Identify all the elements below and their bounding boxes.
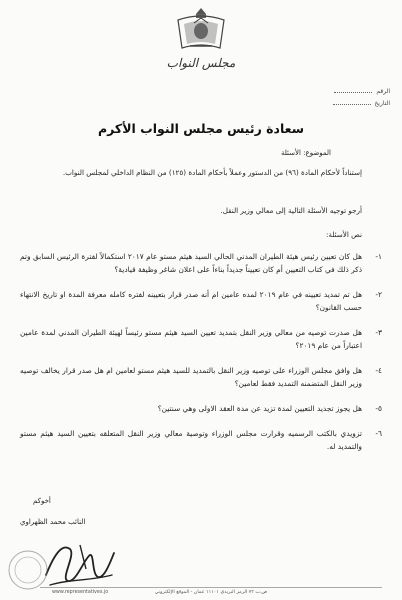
questions-list xyxy=(20,250,382,465)
issuer-name: مجلس النواب xyxy=(166,56,236,70)
subject-line: الموضوع: الأسئلة xyxy=(280,149,331,157)
closing-regards: أخوكم xyxy=(33,497,51,505)
question-item xyxy=(20,288,382,314)
question-item xyxy=(20,326,382,352)
question-text: تزويدي بالكتب الرسميه وقرارت مجلس الوزراء وتوصية معالي وزير النقل المتعلقه بتعيين السيد هيثم مستو والتمديد له. xyxy=(20,429,362,451)
handwritten-signature-icon xyxy=(40,535,120,591)
question-item xyxy=(20,250,382,276)
question-text: هل صدرت توصيه من معالي وزير النقل بتمديد تعيين السيد هيثم مستو رئيساً لهيئة الطيران المدني لمدة عامين اعتباراً من عام ٢٠١٩؟ xyxy=(20,328,362,350)
request-paragraph: أرجو توجيه الأسئلة التالية إلى معالي وزير النقل. xyxy=(220,206,362,215)
question-text: هل كان تعيين رئيس هيئة الطيران المدني الحالي السيد هيثم مستو عام ٢٠١٧ استكمالاً لفترة الرئيس السابق وتم ذكر ذلك في كتاب التعيين أم كان تعييناً جديداً بناءاً على اعلان شاغر وظيفة قيادية؟ xyxy=(20,252,362,274)
question-item xyxy=(20,427,382,453)
intro-paragraph: إستناداً لأحكام المادة (٩٦) من الدستور وعملاً بأحكام المادة (١٢٥) من النظام الداخلي لمجلس النواب. xyxy=(62,168,362,177)
question-number: ٤- xyxy=(375,366,382,375)
questions-heading: نص الأسئلة: xyxy=(325,230,362,239)
question-text: هل وافق مجلس الوزراء على توصيه وزير النقل بالتمديد للسيد هيثم مستو لعامين ام هل صدر قرار يخالف توصيه وزير النقل المتضمنه التمديد فقط لعامين؟ xyxy=(20,366,362,388)
question-number: ٦- xyxy=(375,429,382,438)
question-item xyxy=(20,364,382,390)
question-number: ٥- xyxy=(375,404,382,413)
salutation: سعادة رئيس مجلس النواب الأكرم xyxy=(98,121,304,136)
coat-of-arms-icon xyxy=(170,6,232,52)
date-label: التاريخ xyxy=(374,100,390,107)
reference-label: الرقم xyxy=(376,88,390,95)
reference-number-field xyxy=(334,88,390,95)
footer-website: www.representatives.jo xyxy=(52,590,109,595)
date-field xyxy=(333,100,391,107)
official-stamp-icon xyxy=(6,548,50,592)
question-number: ٣- xyxy=(375,328,382,337)
question-item xyxy=(20,402,382,415)
question-text: هل تم تمديد تعيينه في عام ٢٠١٩ لمده عامين ام أنه صدر قرار بتعيينه لفتره كامله معرفة المدة او تاريخ الانتهاء حسب القانون؟ xyxy=(20,290,363,312)
footer-address: ص.ب ٧٢ الرمز البريدي ١١١٠١ عمان - الموقع الإلكتروني xyxy=(154,590,268,595)
question-text: هل يجوز تجديد التعيين لمدة تزيد عن مدة العقد الاولى وهي سنتين؟ xyxy=(157,404,362,413)
sender-name: النائب محمد الظهراوي xyxy=(20,518,86,526)
question-number: ١- xyxy=(375,252,382,261)
question-number: ٢- xyxy=(375,290,382,299)
